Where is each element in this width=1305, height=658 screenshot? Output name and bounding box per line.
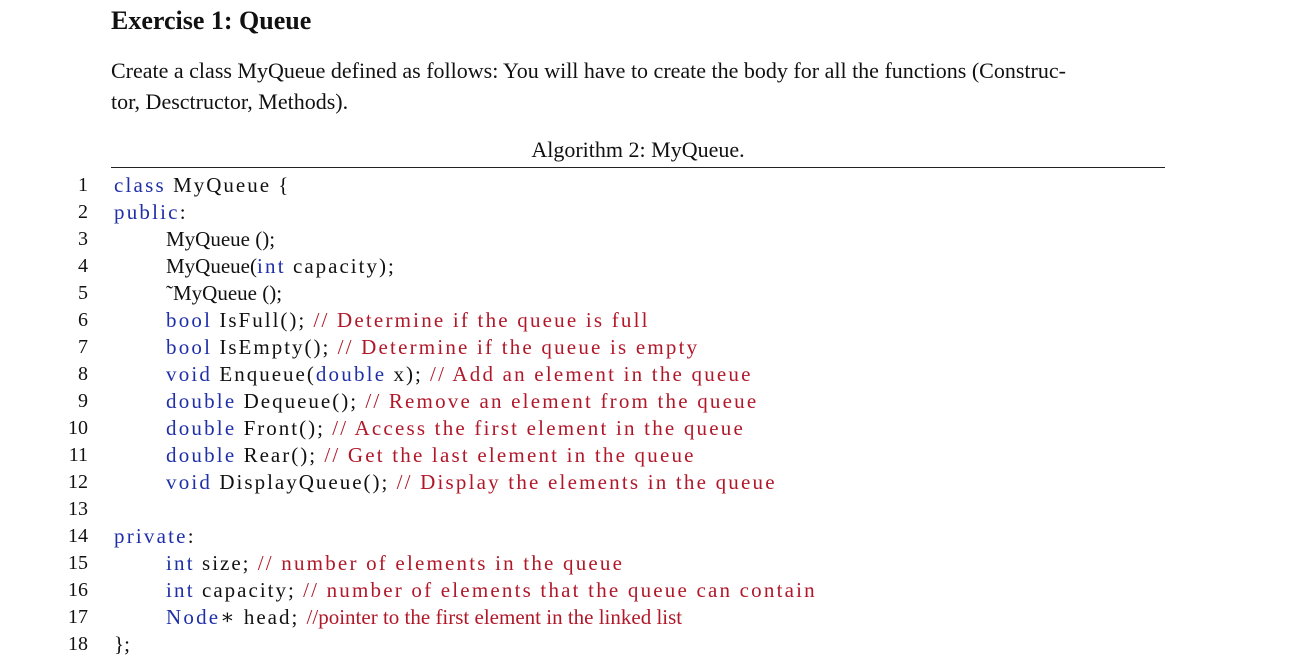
code-line [0,226,1305,253]
line-number: 12 [68,471,88,493]
instructions-line-1: Create a class MyQueue defined as follows: You will have to create the body for all the functions (Construc- [111,58,1066,83]
code-identifier: IsEmpty(); [212,335,338,359]
exercise-instructions [111,55,1171,117]
code-line [0,388,1305,415]
code-identifier: size; [194,551,258,575]
code-text [166,577,817,604]
code-comment: // Access the first element in the queue [332,416,746,440]
code-keyword: double [166,416,237,440]
code-identifier: MyQueue { [165,173,291,197]
line-number: 18 [68,633,88,655]
code-identifier: ∗ head; [220,605,307,629]
code-identifier: DisplayQueue(); [212,470,397,494]
line-number: 9 [78,390,88,412]
algorithm-rule [111,167,1165,168]
code-text [166,361,753,388]
code-text [114,172,290,199]
instructions-line-2: tor, Desctructor, Methods). [111,89,349,114]
code-text [166,280,282,307]
code-text [166,442,696,469]
line-number: 7 [78,336,88,358]
line-number: 8 [78,363,88,385]
code-text [166,388,758,415]
line-number: 10 [68,417,88,439]
line-number: 14 [68,525,88,547]
code-text [114,631,130,658]
line-number: 2 [78,201,88,223]
code-text [114,199,188,226]
code-text [114,523,196,550]
code-comment: // Get the last element in the queue [324,443,696,467]
code-text [166,334,699,361]
line-number: 5 [78,282,88,304]
code-text [166,307,650,334]
code-text [166,469,777,496]
code-line [0,577,1305,604]
code-keyword: private [114,524,188,548]
code-identifier: x); [386,362,431,386]
code-identifier: Enqueue( [212,362,316,386]
code-keyword: Node [166,605,221,629]
code-comment: // number of elements in the queue [257,551,625,575]
code-keyword: double [166,389,237,413]
line-number: 17 [68,606,88,628]
code-identifier: Dequeue(); [236,389,366,413]
code-comment: //pointer to the first element in the linked list [306,605,683,629]
code-line [0,442,1305,469]
code-identifier: MyQueue( [166,254,257,278]
code-line [0,199,1305,226]
line-number: 1 [78,174,88,196]
line-number: 11 [68,444,88,466]
code-comment: // Remove an element from the queue [365,389,759,413]
code-comment: // Add an element in the queue [430,362,753,386]
code-keyword: double [315,362,387,386]
code-keyword: int [166,551,195,575]
code-keyword: void [166,362,213,386]
code-keyword: int [256,254,286,278]
code-identifier: Front(); [236,416,333,440]
code-text [166,415,745,442]
line-number: 4 [78,255,88,277]
line-number: 6 [78,309,88,331]
code-text [166,253,396,280]
code-line [0,496,1305,523]
code-line [0,550,1305,577]
code-line [0,361,1305,388]
code-comment: // Determine if the queue is empty [337,335,700,359]
code-keyword: class [114,173,166,197]
code-line [0,334,1305,361]
code-identifier: Rear(); [236,443,325,467]
code-line [0,253,1305,280]
code-keyword: void [166,470,213,494]
algorithm-caption: Algorithm 2: MyQueue. [531,137,745,162]
code-line [0,523,1305,550]
line-number: 15 [68,552,88,574]
code-line [0,307,1305,334]
code-identifier: capacity); [285,254,396,278]
code-line [0,415,1305,442]
code-line [0,280,1305,307]
code-text [166,604,682,631]
code-keyword: public [114,200,180,224]
code-keyword: int [166,578,195,602]
code-identifier: }; [114,632,130,656]
code-keyword: double [166,443,237,467]
code-keyword: bool [166,335,213,359]
line-number: 3 [78,228,88,250]
code-line [0,469,1305,496]
code-line [0,604,1305,631]
code-identifier: MyQueue (); [166,227,276,251]
line-number: 16 [68,579,88,601]
code-line [0,172,1305,199]
code-identifier: : [179,200,188,224]
code-identifier: : [187,524,196,548]
code-comment: // Display the elements in the queue [396,470,777,494]
code-line [0,631,1305,658]
code-identifier: capacity; [194,578,304,602]
code-text [166,550,624,577]
code-comment: // number of elements that the queue can contain [303,578,817,602]
code-listing [0,172,1305,658]
code-keyword: bool [166,308,213,332]
exercise-title: Exercise 1: Queue [111,6,312,35]
code-identifier: ˜MyQueue (); [166,281,283,305]
line-number: 13 [68,498,88,520]
code-comment: // Determine if the queue is full [313,308,650,332]
code-identifier: IsFull(); [212,308,314,332]
code-text [166,226,275,253]
